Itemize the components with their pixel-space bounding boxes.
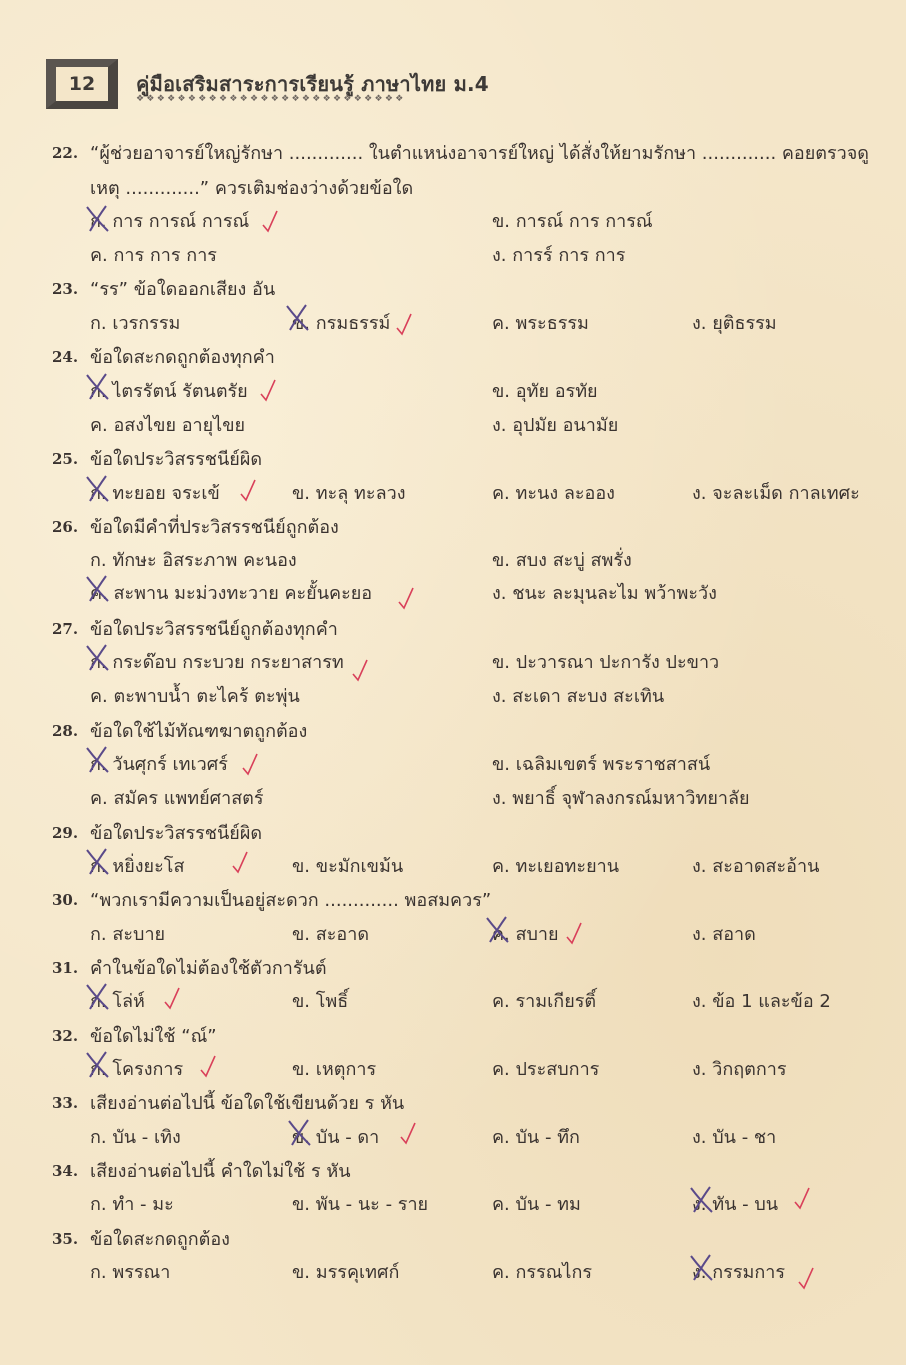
option-d[interactable] <box>692 308 777 337</box>
question-number: 32. <box>52 1027 79 1045</box>
option-text: เฉลิมเขตร์ พระราชสาสน์ <box>515 754 711 775</box>
option-c[interactable] <box>492 919 559 948</box>
question-text: ข้อใดใช้ไม้ทัณฑฆาตถูกต้อง <box>90 721 308 742</box>
option-label: ง. <box>492 583 507 604</box>
question-text: “ผู้ช่วยอาจารย์ใหญ่รักษา ............. ในตำแหน่งอาจารย์ใหญ่ ได้สั่งให้ยามรักษา ............. คอยตรวจดู <box>90 143 869 164</box>
option-c[interactable] <box>492 308 589 337</box>
option-b[interactable] <box>492 647 719 676</box>
option-label: ง. <box>692 1059 707 1080</box>
option-label: ง. <box>692 1194 707 1215</box>
option-text: กรรมการ <box>712 1262 786 1283</box>
option-c[interactable] <box>492 1054 599 1083</box>
question-text: ข้อใดสะกดถูกต้อง <box>90 1229 230 1250</box>
option-a[interactable] <box>90 1257 170 1286</box>
option-text: พัน - นะ - ราย <box>315 1194 429 1215</box>
question-number: 30. <box>52 891 79 909</box>
option-label: ง. <box>692 313 707 334</box>
option-label: ง. <box>692 991 707 1012</box>
option-text: การ การณ์ การณ์ <box>112 211 250 232</box>
option-text: การร์ การ การ <box>512 245 626 266</box>
check-mark-icon <box>794 1186 810 1210</box>
question-number: 23. <box>52 280 79 298</box>
option-text: เหตุการ <box>315 1059 377 1080</box>
option-c[interactable] <box>492 478 615 507</box>
check-mark-icon <box>398 586 414 610</box>
option-text: สบง สะบู่ สพรั่ง <box>515 550 632 571</box>
option-label: ง. <box>492 245 507 266</box>
option-label: ก. <box>90 550 107 571</box>
question-number: 29. <box>52 824 79 842</box>
option-label: ข. <box>292 1127 311 1148</box>
option-label: ก. <box>90 924 107 945</box>
option-b[interactable] <box>292 1054 376 1083</box>
option-c[interactable] <box>90 578 372 607</box>
option-label: ข. <box>292 856 311 877</box>
option-label: ค. <box>90 686 108 707</box>
option-text: ประสบการ <box>515 1059 600 1080</box>
option-a[interactable] <box>90 376 248 405</box>
option-label: ง. <box>692 1262 707 1283</box>
option-label: ก. <box>90 856 107 877</box>
question-number: 31. <box>52 959 79 977</box>
option-b[interactable] <box>492 749 710 778</box>
option-text: ยุติธรรม <box>712 313 777 334</box>
option-label: ข. <box>292 1262 311 1283</box>
option-a[interactable] <box>90 647 344 676</box>
question-text: ข้อใดประวิสรรชนีย์ผิด <box>90 823 263 844</box>
option-a[interactable] <box>90 919 165 948</box>
option-d[interactable] <box>692 986 831 1015</box>
option-label: ค. <box>492 924 510 945</box>
option-a[interactable] <box>90 1122 181 1151</box>
option-label: ค. <box>492 856 510 877</box>
title-ornament: ❖❖❖❖❖❖❖❖❖❖❖❖❖❖❖❖❖❖❖❖❖❖❖❖❖❖ <box>136 94 406 104</box>
option-text: สะเดา สะบง สะเทิน <box>512 686 665 707</box>
option-b[interactable] <box>492 376 598 405</box>
question-text: ข้อใดไม่ใช้ “ณ์” <box>90 1026 217 1047</box>
option-text: โครงการ <box>112 1059 184 1080</box>
question-text: ข้อใดสะกดถูกต้องทุกคำ <box>90 347 275 368</box>
option-d[interactable] <box>492 410 618 439</box>
question-number: 35. <box>52 1230 79 1248</box>
option-label: ก. <box>90 211 107 232</box>
option-text: หยิ่งยะโส <box>112 856 185 877</box>
option-text: กรมธรรม์ <box>315 313 391 334</box>
option-text: ชนะ ละมุนละไม พว้าพะวัง <box>512 583 717 604</box>
option-text: บัน - ทม <box>515 1194 581 1215</box>
option-a[interactable] <box>90 478 220 507</box>
option-label: ข. <box>292 483 311 504</box>
option-c[interactable] <box>90 783 264 812</box>
option-text: ทักษะ อิสระภาพ คะนอง <box>112 550 297 571</box>
option-text: สอาด <box>712 924 756 945</box>
option-text: มรรคุเทศก์ <box>315 1262 400 1283</box>
option-label: ง. <box>692 483 707 504</box>
option-text: การ การ การ <box>113 245 217 266</box>
option-label: ก. <box>90 1262 107 1283</box>
question-number: 22. <box>52 144 79 162</box>
option-c[interactable] <box>492 1122 580 1151</box>
question-number: 27. <box>52 620 79 638</box>
question-number: 24. <box>52 348 79 366</box>
option-d[interactable] <box>692 1122 776 1151</box>
option-text: บัน - ดา <box>315 1127 380 1148</box>
option-text: ทัน - บน <box>712 1194 779 1215</box>
option-b[interactable] <box>292 1189 428 1218</box>
option-label: ก. <box>90 652 107 673</box>
question-number: 28. <box>52 722 79 740</box>
question-text: “พวกเรามีความเป็นอยู่สะดวก ............. พอสมควร” <box>90 890 492 911</box>
option-text: กรรณไกร <box>515 1262 593 1283</box>
option-label: ค. <box>90 415 108 436</box>
option-label: ข. <box>292 1194 311 1215</box>
option-label: ข. <box>292 924 311 945</box>
page-number-box <box>46 59 118 109</box>
option-a[interactable] <box>90 986 145 1015</box>
option-label: ข. <box>292 313 311 334</box>
option-label: ง. <box>492 788 507 809</box>
option-label: ข. <box>492 211 511 232</box>
option-text: ขะมักเขม้น <box>315 856 404 877</box>
check-mark-icon <box>566 921 582 945</box>
option-text: สะอาด <box>315 924 370 945</box>
option-b[interactable] <box>492 206 653 235</box>
option-d[interactable] <box>692 1189 778 1218</box>
option-d[interactable] <box>692 1257 785 1286</box>
option-text: โล่ห์ <box>112 991 145 1012</box>
option-label: ง. <box>492 686 507 707</box>
option-d[interactable] <box>492 578 717 607</box>
question-text: “รร” ข้อใดออกเสียง อัน <box>90 279 276 300</box>
option-label: ข. <box>492 754 511 775</box>
option-label: ค. <box>492 1059 510 1080</box>
option-text: บัน - เทิง <box>112 1127 181 1148</box>
question-number: 25. <box>52 450 79 468</box>
option-text: สบาย <box>515 924 559 945</box>
book-title: คู่มือเสริมสาระการเรียนรู้ ภาษาไทย ม.4 <box>136 72 489 96</box>
question-text: ข้อใดมีคำที่ประวิสรรชนีย์ถูกต้อง <box>90 517 339 538</box>
option-d[interactable] <box>492 240 625 269</box>
check-mark-icon <box>164 986 180 1010</box>
option-b[interactable] <box>292 308 390 337</box>
option-label: ก. <box>90 754 107 775</box>
option-text: ทะลุ ทะลวง <box>315 483 406 504</box>
option-text: กระด๊อบ กระบวย กระยาสารท <box>112 652 344 673</box>
option-label: ค. <box>90 788 108 809</box>
option-label: ค. <box>492 991 510 1012</box>
option-text: อุทัย อรทัย <box>515 381 598 402</box>
option-d[interactable] <box>692 919 756 948</box>
option-label: ข. <box>292 1059 311 1080</box>
option-label: ค. <box>492 1194 510 1215</box>
check-mark-icon <box>798 1266 814 1290</box>
option-c[interactable] <box>90 681 300 710</box>
option-label: ค. <box>492 1262 510 1283</box>
option-c[interactable] <box>90 410 245 439</box>
option-a[interactable] <box>90 1189 174 1218</box>
option-label: ค. <box>492 483 510 504</box>
question-number: 34. <box>52 1162 79 1180</box>
option-label: ง. <box>692 856 707 877</box>
option-text: สะอาดสะอ้าน <box>712 856 820 877</box>
check-mark-icon <box>260 378 276 402</box>
option-c[interactable] <box>90 240 217 269</box>
option-label: ง. <box>692 924 707 945</box>
question-text: คำในข้อใดไม่ต้องใช้ตัวการันต์ <box>90 958 327 979</box>
question-text: ข้อใดประวิสรรชนีย์ถูกต้องทุกคำ <box>90 619 338 640</box>
option-text: ไตรรัตน์ รัตนตรัย <box>112 381 248 402</box>
option-label: ก. <box>90 1059 107 1080</box>
option-text: วิกฤตการ <box>712 1059 787 1080</box>
option-text: วันศุกร์ เทเวศร์ <box>112 754 228 775</box>
option-text: ทำ - มะ <box>112 1194 174 1215</box>
option-label: ข. <box>492 381 511 402</box>
option-text: ทะเยอทะยาน <box>515 856 620 877</box>
option-text: พยาธิ์ จุฬาลงกรณ์มหาวิทยาลัย <box>512 788 750 809</box>
option-a[interactable] <box>90 1054 183 1083</box>
option-text: ทะนง ละออง <box>515 483 615 504</box>
option-text: ปะวารณา ปะการัง ปะขาว <box>515 652 720 673</box>
option-text: รามเกียรติ์ <box>515 991 597 1012</box>
question-text: เสียงอ่านต่อไปนี้ คำใดไม่ใช้ ร หัน <box>90 1161 351 1182</box>
option-text: อุปมัย อนามัย <box>512 415 619 436</box>
option-d[interactable] <box>692 851 819 880</box>
option-label: ก. <box>90 483 107 504</box>
option-label: ก. <box>90 313 107 334</box>
check-mark-icon <box>352 658 368 682</box>
option-label: ค. <box>90 583 108 604</box>
option-a[interactable] <box>90 206 249 235</box>
option-b[interactable] <box>292 1122 379 1151</box>
option-text: สะบาย <box>112 924 166 945</box>
check-mark-icon <box>400 1121 416 1145</box>
question-number: 33. <box>52 1094 79 1112</box>
option-a[interactable] <box>90 308 180 337</box>
option-label: ค. <box>492 313 510 334</box>
option-text: การณ์ การ การณ์ <box>515 211 653 232</box>
option-b[interactable] <box>292 851 403 880</box>
option-d[interactable] <box>692 478 860 507</box>
option-text: บัน - ชา <box>712 1127 777 1148</box>
option-label: ข. <box>492 550 511 571</box>
option-d[interactable] <box>692 1054 787 1083</box>
option-label: ง. <box>692 1127 707 1148</box>
question-number: 26. <box>52 518 79 536</box>
option-b[interactable] <box>292 478 406 507</box>
option-text: โพธิ์ <box>315 991 349 1012</box>
option-b[interactable] <box>292 919 369 948</box>
option-label: ข. <box>292 991 311 1012</box>
check-mark-icon <box>242 752 258 776</box>
option-b[interactable] <box>292 986 348 1015</box>
option-c[interactable] <box>492 1189 581 1218</box>
page-number: 12 <box>68 73 96 95</box>
question-text: ข้อใดประวิสรรชนีย์ผิด <box>90 449 263 470</box>
option-text: ข้อ 1 และข้อ 2 <box>712 991 831 1012</box>
question-text: เหตุ .............” ควรเติมช่องว่างด้วยข้อใด <box>90 178 414 199</box>
option-label: ง. <box>492 415 507 436</box>
option-text: อสงไขย อายุไขย <box>113 415 246 436</box>
option-d[interactable] <box>492 783 750 812</box>
check-mark-icon <box>262 209 278 233</box>
option-label: ก. <box>90 1194 107 1215</box>
option-a[interactable] <box>90 545 297 574</box>
option-text: สมัคร แพทย์ศาสตร์ <box>113 788 264 809</box>
option-text: พรรณา <box>112 1262 171 1283</box>
option-label: ข. <box>492 652 511 673</box>
option-label: ก. <box>90 991 107 1012</box>
option-b[interactable] <box>492 545 632 574</box>
option-a[interactable] <box>90 851 184 880</box>
option-label: ค. <box>90 245 108 266</box>
option-text: เวรกรรม <box>112 313 181 334</box>
option-c[interactable] <box>492 1257 592 1286</box>
option-text: ทะยอย จระเข้ <box>112 483 220 504</box>
option-text: พระธรรม <box>515 313 589 334</box>
check-mark-icon <box>200 1054 216 1078</box>
question-text: เสียงอ่านต่อไปนี้ ข้อใดใช้เขียนด้วย ร หัน <box>90 1093 405 1114</box>
check-mark-icon <box>240 478 256 502</box>
option-a[interactable] <box>90 749 228 778</box>
option-text: บัน - ทึก <box>515 1127 580 1148</box>
option-text: สะพาน มะม่วงทะวาย คะยั้นคะยอ <box>113 583 373 604</box>
option-d[interactable] <box>492 681 664 710</box>
option-b[interactable] <box>292 1257 399 1286</box>
check-mark-icon <box>232 850 248 874</box>
option-label: ก. <box>90 381 107 402</box>
option-label: ก. <box>90 1127 107 1148</box>
check-mark-icon <box>396 312 412 336</box>
option-text: ตะพาบน้ำ ตะไคร้ ตะพุ่น <box>113 686 300 707</box>
option-c[interactable] <box>492 851 619 880</box>
option-text: จะละเม็ด กาลเทศะ <box>712 483 860 504</box>
option-label: ค. <box>492 1127 510 1148</box>
option-c[interactable] <box>492 986 596 1015</box>
